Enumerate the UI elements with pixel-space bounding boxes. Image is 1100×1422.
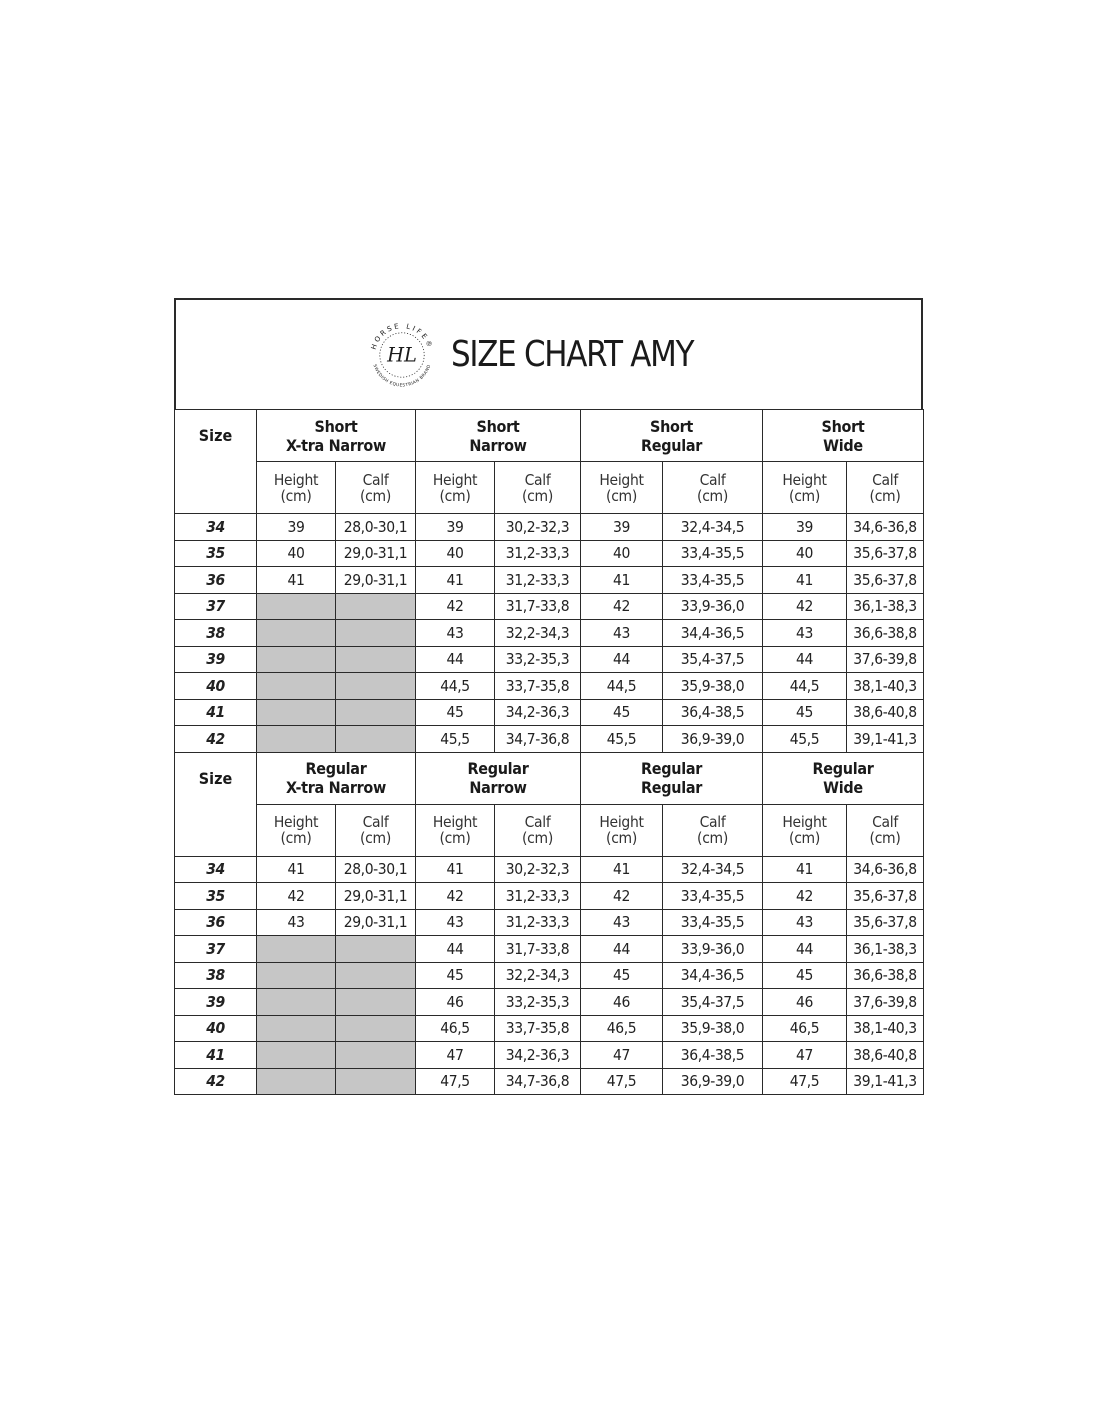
height-cell: 41 [416, 567, 495, 594]
unavailable-cell [336, 1042, 416, 1069]
height-cell: 39 [416, 514, 495, 541]
calf-cell: 31,7-33,8 [495, 593, 581, 620]
calf-cell: 38,1-40,3 [847, 673, 924, 700]
calf-header [663, 804, 763, 856]
height-header [257, 462, 336, 514]
unavailable-cell [257, 936, 336, 963]
size-cell: 36 [175, 567, 257, 594]
calf-cell: 38,6-40,8 [847, 1042, 924, 1069]
group-header [581, 410, 763, 462]
calf-header [847, 804, 924, 856]
height-label: Height [432, 470, 478, 489]
size-cell: 37 [175, 936, 257, 963]
table-row [175, 514, 924, 541]
calf-cell: 35,4-37,5 [663, 646, 763, 673]
calf-header [495, 462, 581, 514]
calf-cell: 36,6-38,8 [847, 962, 924, 989]
size-cell: 41 [175, 1042, 257, 1069]
unit-label: (cm) [360, 486, 391, 505]
calf-cell: 35,9-38,0 [663, 1015, 763, 1042]
height-cell: 44,5 [581, 673, 663, 700]
height-header [581, 462, 663, 514]
height-cell: 40 [416, 540, 495, 567]
height-cell: 41 [581, 567, 663, 594]
size-chart [174, 298, 923, 1095]
table-row [175, 593, 924, 620]
height-cell: 41 [416, 856, 495, 883]
calf-header [495, 804, 581, 856]
group-length: Regular [467, 759, 529, 778]
height-cell: 43 [416, 909, 495, 936]
size-cell: 39 [175, 646, 257, 673]
unit-label: (cm) [280, 486, 312, 505]
calf-cell: 33,7-35,8 [495, 673, 581, 700]
height-header [763, 462, 847, 514]
table-row [175, 726, 924, 753]
table-row [175, 962, 924, 989]
height-cell: 41 [581, 856, 663, 883]
unavailable-cell [336, 1068, 416, 1095]
calf-header [847, 462, 924, 514]
height-cell: 46 [763, 989, 847, 1016]
calf-cell: 33,4-35,5 [663, 909, 763, 936]
svg-text:SWEDISH EQUESTRIAN BRAND: SWEDISH EQUESTRIAN BRAND [371, 363, 433, 388]
unavailable-cell [336, 593, 416, 620]
size-column-header [175, 410, 257, 514]
size-column-header [175, 752, 257, 856]
height-cell: 47 [763, 1042, 847, 1069]
height-cell: 44 [581, 936, 663, 963]
size-cell: 40 [175, 673, 257, 700]
calf-label: Calf [362, 813, 389, 831]
group-header [763, 752, 924, 804]
group-header [257, 752, 416, 804]
unavailable-cell [257, 646, 336, 673]
height-cell: 44 [763, 936, 847, 963]
unavailable-cell [336, 936, 416, 963]
height-cell: 41 [763, 567, 847, 594]
height-cell: 40 [257, 540, 336, 567]
height-header [416, 462, 495, 514]
size-cell: 36 [175, 909, 257, 936]
group-header [416, 752, 581, 804]
calf-cell: 36,9-39,0 [663, 1068, 763, 1095]
table-row [175, 936, 924, 963]
height-cell: 46 [416, 989, 495, 1016]
calf-label: Calf [872, 813, 898, 831]
table-row [175, 673, 924, 700]
unit-label: (cm) [439, 829, 471, 847]
group-width: X-tra Narrow [285, 435, 387, 455]
calf-cell: 29,0-31,1 [336, 909, 416, 936]
size-cell: 42 [175, 726, 257, 753]
calf-cell: 36,4-38,5 [663, 1042, 763, 1069]
height-cell: 43 [581, 909, 663, 936]
height-cell: 43 [763, 620, 847, 647]
group-length: Short [314, 416, 358, 436]
unavailable-cell [336, 962, 416, 989]
calf-cell: 30,2-32,3 [495, 856, 581, 883]
height-cell: 46 [581, 989, 663, 1016]
group-width: Narrow [469, 435, 527, 455]
calf-cell: 34,7-36,8 [495, 1068, 581, 1095]
height-cell: 46,5 [416, 1015, 495, 1042]
height-cell: 45,5 [581, 726, 663, 753]
group-width: Wide [823, 778, 863, 797]
unit-label: (cm) [439, 486, 471, 505]
height-cell: 40 [581, 540, 663, 567]
calf-cell: 36,4-38,5 [663, 699, 763, 726]
unit-label: (cm) [789, 486, 820, 505]
height-cell: 45 [763, 699, 847, 726]
height-cell: 39 [257, 514, 336, 541]
calf-cell: 35,6-37,8 [847, 883, 924, 910]
calf-cell: 32,2-34,3 [495, 620, 581, 647]
height-cell: 42 [763, 883, 847, 910]
calf-cell: 32,4-34,5 [663, 856, 763, 883]
size-cell: 35 [175, 540, 257, 567]
height-cell: 42 [416, 593, 495, 620]
sub-header-row [175, 462, 924, 514]
calf-cell: 34,6-36,8 [847, 514, 924, 541]
table-row [175, 540, 924, 567]
unit-label: (cm) [789, 829, 820, 847]
calf-cell: 31,2-33,3 [495, 909, 581, 936]
calf-cell: 37,6-39,8 [847, 989, 924, 1016]
unit-label: (cm) [869, 486, 901, 505]
table-row [175, 883, 924, 910]
calf-cell: 35,9-38,0 [663, 673, 763, 700]
calf-cell: 33,4-35,5 [663, 883, 763, 910]
chart-header [174, 298, 923, 409]
unit-label: (cm) [280, 829, 312, 847]
unavailable-cell [336, 1015, 416, 1042]
group-length: Short [476, 416, 520, 436]
height-cell: 45 [763, 962, 847, 989]
group-width: Wide [823, 435, 863, 455]
unavailable-cell [336, 620, 416, 647]
horse-life-logo [365, 318, 439, 392]
calf-label: Calf [524, 470, 551, 489]
calf-label: Calf [524, 813, 551, 831]
calf-cell: 31,2-33,3 [495, 883, 581, 910]
height-cell: 46,5 [581, 1015, 663, 1042]
size-cell: 41 [175, 699, 257, 726]
table-row [175, 1068, 924, 1095]
calf-cell: 35,6-37,8 [847, 567, 924, 594]
unavailable-cell [257, 673, 336, 700]
height-cell: 39 [581, 514, 663, 541]
calf-cell: 34,2-36,3 [495, 699, 581, 726]
height-cell: 44,5 [763, 673, 847, 700]
group-width: X-tra Narrow [285, 778, 387, 797]
calf-cell: 32,4-34,5 [663, 514, 763, 541]
height-header [257, 804, 336, 856]
group-header-row [175, 410, 924, 462]
size-cell: 42 [175, 1068, 257, 1095]
calf-cell: 29,0-31,1 [336, 540, 416, 567]
size-cell: 37 [175, 593, 257, 620]
size-label: Size [198, 426, 233, 445]
height-cell: 42 [763, 593, 847, 620]
unit-label: (cm) [606, 486, 637, 505]
size-table [174, 409, 924, 1095]
table-row [175, 989, 924, 1016]
group-width: Narrow [469, 778, 527, 797]
unit-label: (cm) [869, 829, 901, 847]
calf-cell: 34,7-36,8 [495, 726, 581, 753]
chart-title: SIZE CHART AMY [450, 334, 693, 375]
table-row [175, 1042, 924, 1069]
calf-cell: 28,0-30,1 [336, 514, 416, 541]
size-cell: 38 [175, 620, 257, 647]
height-label: Height [273, 813, 319, 831]
unit-label: (cm) [606, 829, 637, 847]
svg-text:HL: HL [386, 342, 417, 366]
sub-header-row [175, 804, 924, 856]
unavailable-cell [257, 699, 336, 726]
height-cell: 44 [763, 646, 847, 673]
unavailable-cell [257, 726, 336, 753]
unit-label: (cm) [697, 829, 728, 847]
calf-cell: 34,6-36,8 [847, 856, 924, 883]
unavailable-cell [257, 620, 336, 647]
size-cell: 34 [175, 514, 257, 541]
unavailable-cell [257, 593, 336, 620]
table-row [175, 856, 924, 883]
height-cell: 45,5 [416, 726, 495, 753]
calf-cell: 33,4-35,5 [663, 567, 763, 594]
calf-header [336, 804, 416, 856]
calf-cell: 34,4-36,5 [663, 620, 763, 647]
height-cell: 40 [763, 540, 847, 567]
calf-cell: 36,9-39,0 [663, 726, 763, 753]
height-cell: 45 [581, 699, 663, 726]
calf-cell: 39,1-41,3 [847, 1068, 924, 1095]
calf-cell: 36,1-38,3 [847, 593, 924, 620]
calf-cell: 31,7-33,8 [495, 936, 581, 963]
calf-cell: 30,2-32,3 [495, 514, 581, 541]
height-cell: 45 [416, 962, 495, 989]
calf-cell: 29,0-31,1 [336, 883, 416, 910]
size-cell: 34 [175, 856, 257, 883]
table-row [175, 699, 924, 726]
height-cell: 47,5 [416, 1068, 495, 1095]
calf-cell: 33,4-35,5 [663, 540, 763, 567]
height-cell: 44,5 [416, 673, 495, 700]
calf-cell: 33,2-35,3 [495, 989, 581, 1016]
height-cell: 41 [763, 856, 847, 883]
calf-label: Calf [362, 470, 389, 489]
unavailable-cell [257, 962, 336, 989]
height-cell: 44 [581, 646, 663, 673]
height-cell: 43 [257, 909, 336, 936]
height-cell: 47,5 [581, 1068, 663, 1095]
height-cell: 45,5 [763, 726, 847, 753]
height-label: Height [782, 813, 827, 831]
height-label: Height [599, 470, 644, 489]
unit-label: (cm) [522, 486, 553, 505]
height-cell: 45 [581, 962, 663, 989]
table-row [175, 646, 924, 673]
group-length: Regular [305, 759, 367, 778]
calf-cell: 32,2-34,3 [495, 962, 581, 989]
height-label: Height [273, 470, 319, 489]
unavailable-cell [336, 726, 416, 753]
height-cell: 39 [763, 514, 847, 541]
calf-cell: 35,6-37,8 [847, 540, 924, 567]
calf-cell: 34,2-36,3 [495, 1042, 581, 1069]
group-width: Regular [640, 778, 703, 797]
calf-cell: 33,9-36,0 [663, 593, 763, 620]
height-header [416, 804, 495, 856]
table-row [175, 620, 924, 647]
unavailable-cell [257, 1042, 336, 1069]
group-length: Short [821, 416, 865, 436]
calf-cell: 36,1-38,3 [847, 936, 924, 963]
calf-label: Calf [699, 470, 726, 489]
height-cell: 42 [581, 593, 663, 620]
calf-cell: 39,1-41,3 [847, 726, 924, 753]
group-header [416, 410, 581, 462]
unavailable-cell [336, 646, 416, 673]
calf-label: Calf [872, 470, 898, 489]
height-header [581, 804, 663, 856]
group-length: Regular [812, 759, 874, 778]
height-cell: 42 [581, 883, 663, 910]
height-cell: 43 [581, 620, 663, 647]
group-header [257, 410, 416, 462]
height-cell: 47 [581, 1042, 663, 1069]
calf-header [336, 462, 416, 514]
group-header [763, 410, 924, 462]
size-label: Size [198, 768, 233, 788]
calf-header [663, 462, 763, 514]
table-row [175, 1015, 924, 1042]
unavailable-cell [257, 1015, 336, 1042]
calf-label: Calf [699, 813, 726, 831]
calf-cell: 33,2-35,3 [495, 646, 581, 673]
group-width: Regular [640, 435, 703, 455]
calf-cell: 38,6-40,8 [847, 699, 924, 726]
height-cell: 41 [257, 856, 336, 883]
group-length: Short [650, 416, 694, 436]
calf-cell: 35,4-37,5 [663, 989, 763, 1016]
height-cell: 46,5 [763, 1015, 847, 1042]
size-cell: 38 [175, 962, 257, 989]
group-length: Regular [640, 759, 703, 778]
calf-cell: 36,6-38,8 [847, 620, 924, 647]
height-cell: 45 [416, 699, 495, 726]
calf-cell: 35,6-37,8 [847, 909, 924, 936]
group-header-row [175, 752, 924, 804]
height-cell: 44 [416, 646, 495, 673]
unit-label: (cm) [522, 829, 553, 847]
unavailable-cell [257, 1068, 336, 1095]
unavailable-cell [336, 673, 416, 700]
unavailable-cell [336, 699, 416, 726]
height-cell: 44 [416, 936, 495, 963]
table-row [175, 567, 924, 594]
unavailable-cell [257, 989, 336, 1016]
calf-cell: 33,7-35,8 [495, 1015, 581, 1042]
calf-cell: 33,9-36,0 [663, 936, 763, 963]
calf-cell: 31,2-33,3 [495, 540, 581, 567]
calf-cell: 37,6-39,8 [847, 646, 924, 673]
size-cell: 39 [175, 989, 257, 1016]
height-cell: 43 [416, 620, 495, 647]
height-cell: 42 [416, 883, 495, 910]
calf-cell: 31,2-33,3 [495, 567, 581, 594]
height-cell: 42 [257, 883, 336, 910]
height-cell: 47 [416, 1042, 495, 1069]
calf-cell: 38,1-40,3 [847, 1015, 924, 1042]
height-label: Height [782, 470, 827, 489]
unit-label: (cm) [360, 829, 391, 847]
height-cell: 43 [763, 909, 847, 936]
calf-cell: 34,4-36,5 [663, 962, 763, 989]
height-cell: 47,5 [763, 1068, 847, 1095]
unit-label: (cm) [697, 486, 728, 505]
calf-cell: 28,0-30,1 [336, 856, 416, 883]
height-label: Height [432, 813, 478, 831]
height-cell: 41 [257, 567, 336, 594]
calf-cell: 29,0-31,1 [336, 567, 416, 594]
size-cell: 40 [175, 1015, 257, 1042]
unavailable-cell [336, 989, 416, 1016]
group-header [581, 752, 763, 804]
size-cell: 35 [175, 883, 257, 910]
height-header [763, 804, 847, 856]
height-label: Height [599, 813, 644, 831]
table-row [175, 909, 924, 936]
svg-text:HORSE LIFE®: HORSE LIFE® [369, 321, 435, 351]
